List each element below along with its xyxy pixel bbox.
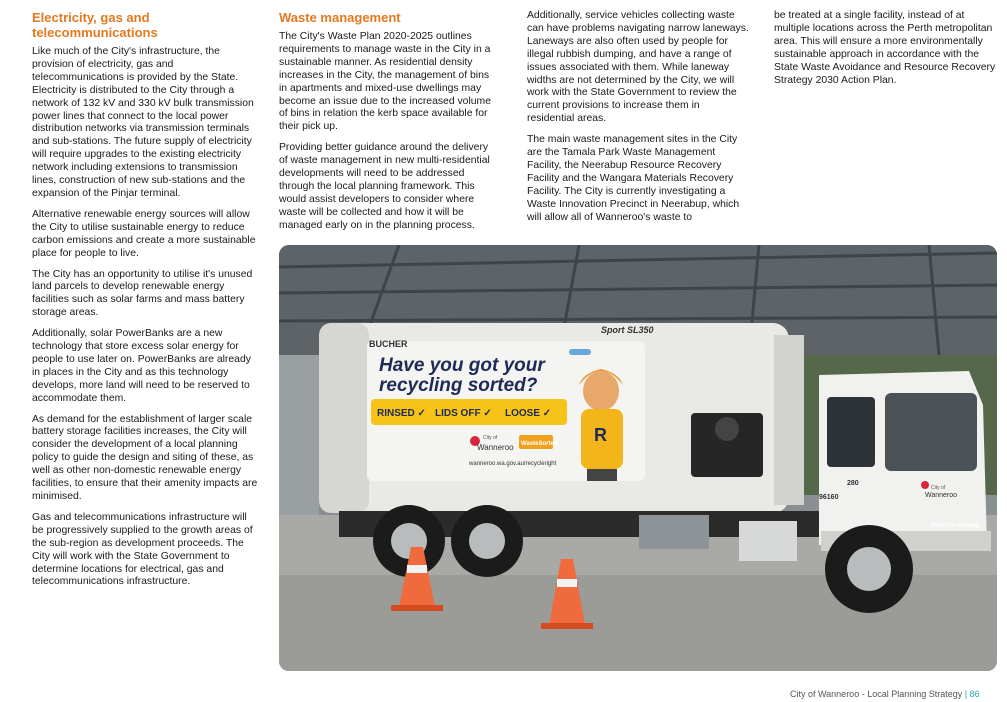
- logo-name: Wanneroo: [477, 443, 514, 452]
- column-electricity: [32, 10, 258, 597]
- greeting-label: Hello I'm Benang: [931, 523, 980, 529]
- ad-tag-lids-off: LIDS OFF ✓: [435, 408, 492, 419]
- paragraph: Providing better guidance around the delivery of waste management in new multi-residential developments will need to be addressed through the local planning framework. This would assist developers to consider where waste will be collected and how it will be managed early on in the planning process.: [279, 142, 490, 231]
- cab-logo-name: Wanneroo: [925, 492, 958, 499]
- logo-small-text: City of: [483, 435, 498, 441]
- paragraph: be treated at a single facility, instead of at multiple locations across the Perth metropolitan area. This will ensure a more environmentally sustainable approach in accordance with the State Waste Avoidance and Resource Recovery Strategy 2030 Action Plan.: [774, 10, 996, 86]
- cab-logo-small: City of: [931, 485, 946, 491]
- ad-tag-loose: LOOSE ✓: [505, 408, 552, 419]
- cab-model: 280: [847, 480, 859, 487]
- column-laneways: [527, 10, 749, 233]
- footer-title: City of Wanneroo - Local Planning Strategy: [790, 689, 963, 699]
- fleet-number: 96160: [819, 494, 839, 501]
- paragraph: As demand for the establishment of larger scale battery storage facilities increases, the City will consider the development of a local planning policy to guide the design and siting of these, as well as other non-domestic renewable energy facilities, to ensure that their amenity impacts are minimised.: [32, 413, 258, 502]
- column-facility: [774, 10, 999, 95]
- ad-tag-rinsed: RINSED ✓: [377, 408, 426, 419]
- paragraph: The main waste management sites in the City are the Tamala Park Waste Management Facility, the Neerabup Resource Recovery Facility and the Wangara Materials Recovery Facility. The City is currently investigating a Waste Innovation Precinct in Neerabup, which will allow all of Wanneroo's waste to: [527, 134, 740, 223]
- paragraph: Additionally, service vehicles collecting waste can have problems navigating narrow laneways. Laneways are also often used by people for illegal rubbish dumping, and have a range of issues associated with them. While laneway widths are not determined by the City, we will work with the State Government to review the current provisions to increase them in residential areas.: [527, 10, 749, 125]
- brand-label: BUCHER: [369, 339, 408, 349]
- model-label: Sport SL350: [601, 325, 654, 335]
- ad-headline-1: Have you got your: [379, 355, 545, 376]
- paragraph: Like much of the City's infrastructure, the provision of electricity, gas and telecommunications is provided by the State. Electricity is distributed to the City through a network of 132 kV and 330 kV bulk transmission power lines that connect to the local power distribution networks via transmission terminals and sub-stations. The future supply of electricity will require upgrades to the existing electricity network including extensions to transmission lines, construction of new sub-stations and the expansion of the Pinjar terminal.: [32, 46, 254, 199]
- paragraph: Additionally, solar PowerBanks are a new technology that store excess solar energy for people to use later on. PowerBanks are already in places in the City and as this technology develops, more land will need to be reserved to accommodate them.: [32, 328, 251, 404]
- column-waste-management: [279, 10, 499, 241]
- paragraph: Alternative renewable energy sources will allow the City to utilise sustainable energy to reduce carbon emissions and create a more sustainable place for people to live.: [32, 208, 256, 259]
- page-number: | 86: [964, 689, 980, 699]
- paragraph: The City has an opportunity to utilise it's unused land parcels to develop renewable energy facilities such as solar farms and mass battery storage areas.: [32, 268, 253, 319]
- garbage-truck-photo: [279, 245, 997, 671]
- waste-sorted-badge: WasteSorted: [521, 441, 558, 447]
- mascot-letter: R: [594, 425, 607, 445]
- paragraph: The City's Waste Plan 2020-2025 outlines requirements to manage waste in the City in a sustainable manner. As residential density increases in the City, the management of bins in apartments and mixed-use dwellings may become an issue due to the increased volume of bins in relation the kerb space available for their pick up.: [279, 31, 491, 133]
- truck-illustration: [279, 245, 997, 671]
- paragraph: Gas and telecommunications infrastructure will be progressively supplied to the growth areas of the sub-region as development proceeds. The City will work with the State Government to determine locations for electrical, gas and telecommunications infrastructure.: [32, 511, 253, 588]
- ad-url: wanneroo.wa.gov.au/recycleright: [469, 461, 557, 467]
- heading-waste-management: Waste management: [279, 10, 401, 25]
- heading-electricity: Electricity, gas and telecommunications: [32, 10, 158, 40]
- ad-headline-2: recycling sorted?: [379, 375, 538, 396]
- page-footer: [790, 689, 980, 699]
